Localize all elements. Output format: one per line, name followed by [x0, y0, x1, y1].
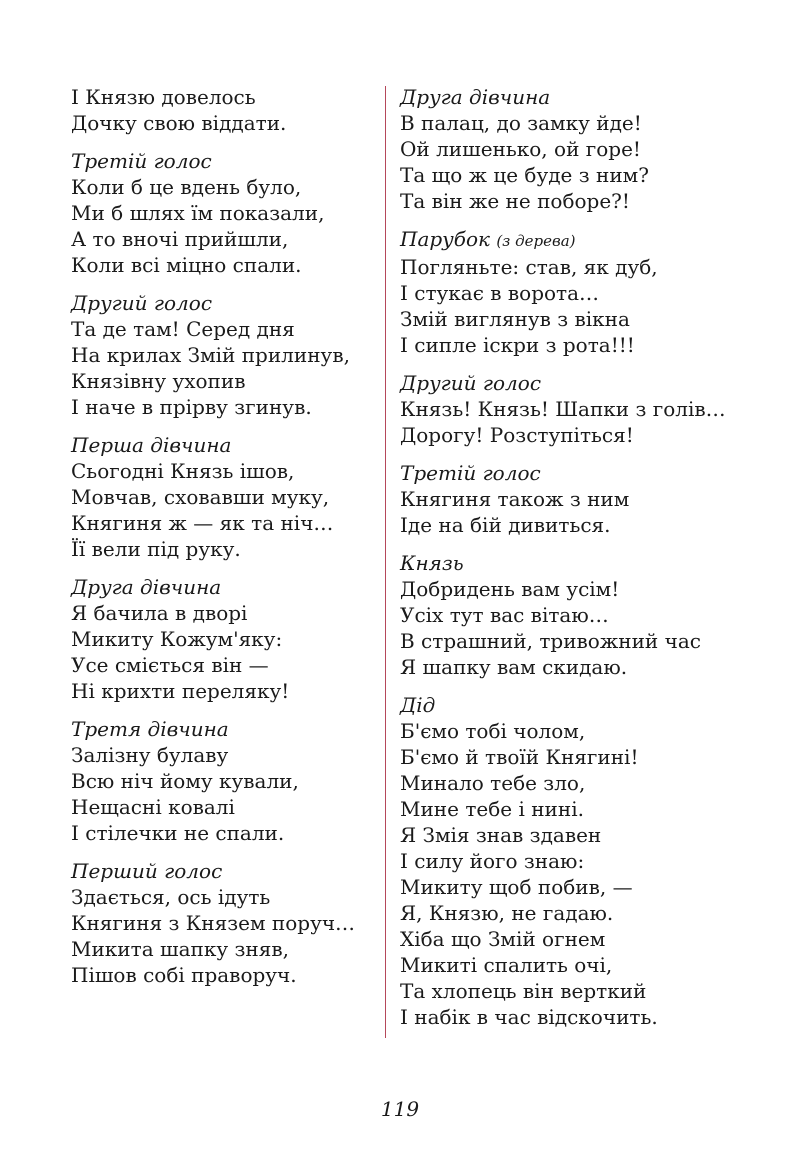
verse-line: Мине тебе і нині. [400, 797, 584, 821]
stanza [71, 574, 371, 704]
speaker-name [71, 716, 371, 742]
speaker-label: Другий голос [71, 291, 213, 315]
verse-line: Ой лишенько, ой горе! [400, 137, 641, 161]
verse-line: Коли всі міцно спали. [71, 253, 302, 277]
stanza [71, 290, 371, 420]
verse-line: В палац, до замку йде! [400, 111, 642, 135]
verse-line: А то вночі прийшли, [71, 227, 289, 251]
verse-line: Дочку свою віддати. [71, 111, 287, 135]
verse-line: Микиті спалить очі, [400, 953, 613, 977]
speaker-name [71, 148, 371, 174]
speaker-name [400, 460, 710, 486]
verse-line: Я Змія знав здавен [400, 823, 602, 847]
speaker-name [71, 432, 371, 458]
speaker-label: Третій голос [71, 149, 212, 173]
verse-line: Та що ж це буде з ним? [400, 163, 649, 187]
verse-line: І сипле іскри з рота!!! [400, 333, 635, 357]
speaker-label: Другий голос [400, 371, 542, 395]
stanza [400, 84, 710, 214]
verse-line: Змій виглянув з вікна [400, 307, 630, 331]
verse-line: Микита шапку зняв, [71, 937, 289, 961]
verse-line: Княгиня з Князем поруч… [71, 911, 356, 935]
verse-line: Князь! Князь! Шапки з голів… [400, 397, 726, 421]
verse-line: Ми б шлях їм показали, [71, 201, 325, 225]
stage-direction: (з дерева) [496, 232, 576, 250]
verse-line: Микиту щоб побив, — [400, 875, 633, 899]
verse-line: І стукає в ворота… [400, 281, 600, 305]
left-column [71, 84, 371, 1000]
verse-line: Іде на бій дивиться. [400, 513, 611, 537]
verse-line: І наче в прірву згинув. [71, 395, 312, 419]
speaker-name [400, 84, 710, 110]
verse-line: Погляньте: став, як дуб, [400, 255, 658, 279]
speaker-label: Парубок [400, 227, 490, 251]
speaker-name [400, 692, 710, 718]
verse-line: Мовчав, сховавши муку, [71, 485, 330, 509]
verse-line: Б'ємо тобі чолом, [400, 719, 586, 743]
verse-line: Пішов собі праворуч. [71, 963, 297, 987]
verse-line: Та хлопець він верткий [400, 979, 647, 1003]
verse-line: Ні крихти переляку! [71, 679, 290, 703]
verse-line: Усе сміється він — [71, 653, 269, 677]
right-column [400, 84, 726, 1042]
stanza [400, 370, 726, 448]
speaker-name [400, 370, 710, 396]
verse-line: Я шапку вам скидаю. [400, 655, 628, 679]
speaker-label: Третя дівчина [71, 717, 229, 741]
speaker-name [71, 574, 371, 600]
speaker-name [400, 550, 710, 576]
verse-line: Добридень вам усім! [400, 577, 620, 601]
verse-line: Я бачила в дворі [71, 601, 248, 625]
verse-line: Микиту Кожум'яку: [71, 627, 283, 651]
stanza [400, 550, 710, 680]
speaker-name [400, 226, 710, 254]
verse-line: І стілечки не спали. [71, 821, 285, 845]
verse-line: І силу його знаю: [400, 849, 585, 873]
verse-line: Залізну булаву [71, 743, 229, 767]
verse-line: Здається, ось ідуть [71, 885, 271, 909]
verse-line: Князівну ухопив [71, 369, 246, 393]
verse-line: В страшний, тривожний час [400, 629, 701, 653]
verse-line: Сьогодні Князь ішов, [71, 459, 295, 483]
verse-line: Коли б це вдень було, [71, 175, 302, 199]
speaker-label: Третій голос [400, 461, 541, 485]
speaker-label: Князь [400, 551, 464, 575]
verse-line: Нещасні ковалі [71, 795, 235, 819]
speaker-label: Друга дівчина [400, 85, 551, 109]
verse-line: І Князю довелось [71, 85, 256, 109]
verse-line: Її вели під руку. [71, 537, 241, 561]
verse-line: Всю ніч йому кували, [71, 769, 299, 793]
speaker-name [71, 858, 371, 884]
stanza [400, 460, 710, 538]
verse-line: Б'ємо й твоїй Княгині! [400, 745, 639, 769]
speaker-label: Перша дівчина [71, 433, 232, 457]
verse-line: Усіх тут вас вітаю… [400, 603, 609, 627]
column-divider [385, 86, 386, 1038]
verse-line: На крилах Змій прилинув, [71, 343, 350, 367]
verse-line: Дорогу! Розступіться! [400, 423, 634, 447]
stanza [71, 84, 371, 136]
verse-line: Я, Князю, не гадаю. [400, 901, 614, 925]
verse-line: Княгиня ж — як та ніч… [71, 511, 334, 535]
verse-line: Та де там! Серед дня [71, 317, 295, 341]
stanza [400, 226, 710, 358]
verse-line: Минало тебе зло, [400, 771, 586, 795]
speaker-label: Перший голос [71, 859, 223, 883]
stanza [71, 716, 371, 846]
page-number: 119 [380, 1097, 420, 1121]
verse-line: І набік в час відскочить. [400, 1005, 658, 1029]
speaker-label: Дід [400, 693, 436, 717]
verse-line: Хіба що Змій огнем [400, 927, 606, 951]
stanza [400, 692, 710, 1030]
verse-line: Та він же не поборе?! [400, 189, 630, 213]
stanza [71, 148, 371, 278]
stanza [71, 432, 371, 562]
speaker-label: Друга дівчина [71, 575, 222, 599]
verse-line: Княгиня також з ним [400, 487, 630, 511]
stanza [71, 858, 371, 988]
speaker-name [71, 290, 371, 316]
